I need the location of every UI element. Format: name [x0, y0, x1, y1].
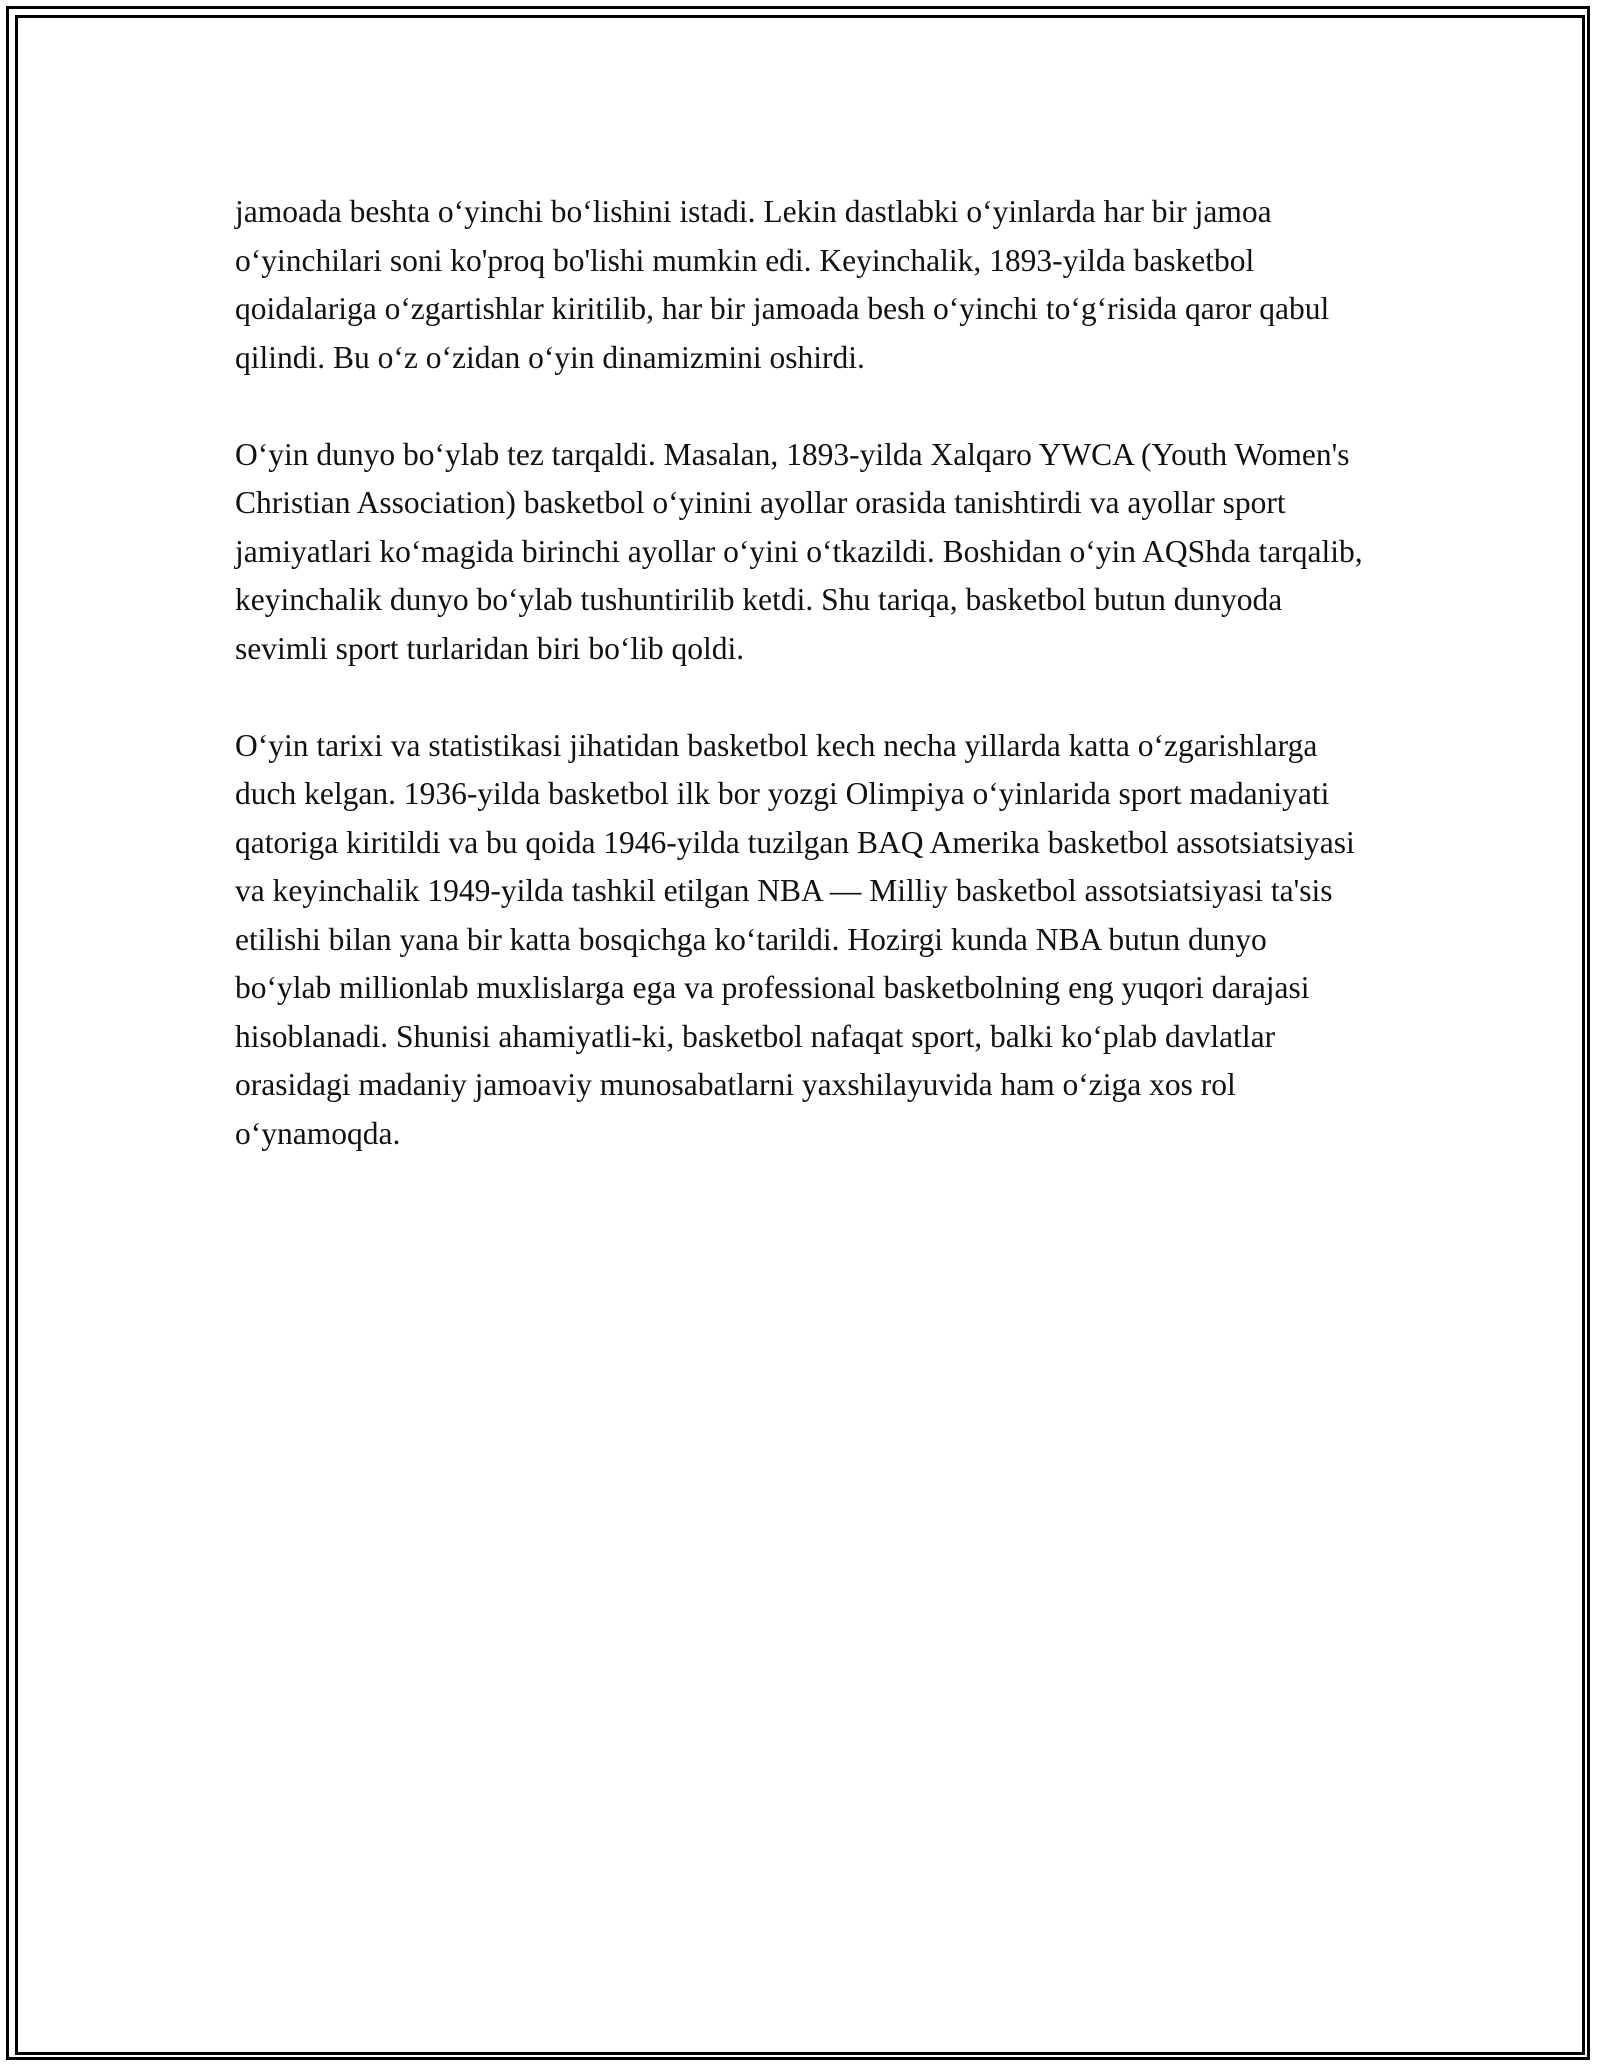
- paragraph-3: Oʻyin tarixi va statistikasi jihatidan basketbol kech necha yillarda katta oʻzgarishlarga duch kelgan. 1936-yilda basketbol ilk bor yozgi Olimpiya oʻyinlarida sport madaniyati qatoriga kiritildi va bu qoida 1946-yilda tuzilgan BAQ Amerika basketbol assotsiatsiyasi va keyinchalik 1949-yilda tashkil etilgan NBA — Milliy basketbol assotsiatsiyasi ta'sis etilishi bilan yana bir katta bosqichga koʻtarildi. Hozirgi kunda NBA butun dunyo boʻylab millionlab muxlislarga ega va professional basketbolning eng yuqori darajasi hisoblanadi. Shunisi ahamiyatli-ki, basketbol nafaqat sport, balki koʻplab davlatlar orasidagi madaniy jamoaviy munosabatlarni yaxshilayuvida ham oʻziga xos rol oʻynamoqda.: [235, 727, 1355, 1151]
- paragraph-2: Oʻyin dunyo boʻylab tez tarqaldi. Masalan, 1893-yilda Xalqaro YWCA (Youth Women's Christian Association) basketbol oʻyinini ayollar orasida tanishtirdi va ayollar sport jamiyatlari koʻmagida birinchi ayollar oʻyini oʻtkazildi. Boshidan oʻyin AQShda tarqalib, keyinchalik dunyo boʻylab tushuntirilib ketdi. Shu tariqa, basketbol butun dunyoda sevimli sport turlaridan biri boʻlib qoldi.: [235, 436, 1363, 666]
- document-body: [235, 188, 1365, 1207]
- paragraph-1: jamoada beshta oʻyinchi boʻlishini istadi. Lekin dastlabki oʻyinlarda har bir jamoa oʻyinchilari soni ko'proq bo'lishi mumkin edi. Keyinchalik, 1893-yilda basketbol qoidalariga oʻzgartishlar kiritilib, har bir jamoada besh oʻyinchi toʻgʻrisida qaror qabul qilindi. Bu oʻz oʻzidan oʻyin dinamizmini oshirdi.: [235, 194, 1330, 375]
